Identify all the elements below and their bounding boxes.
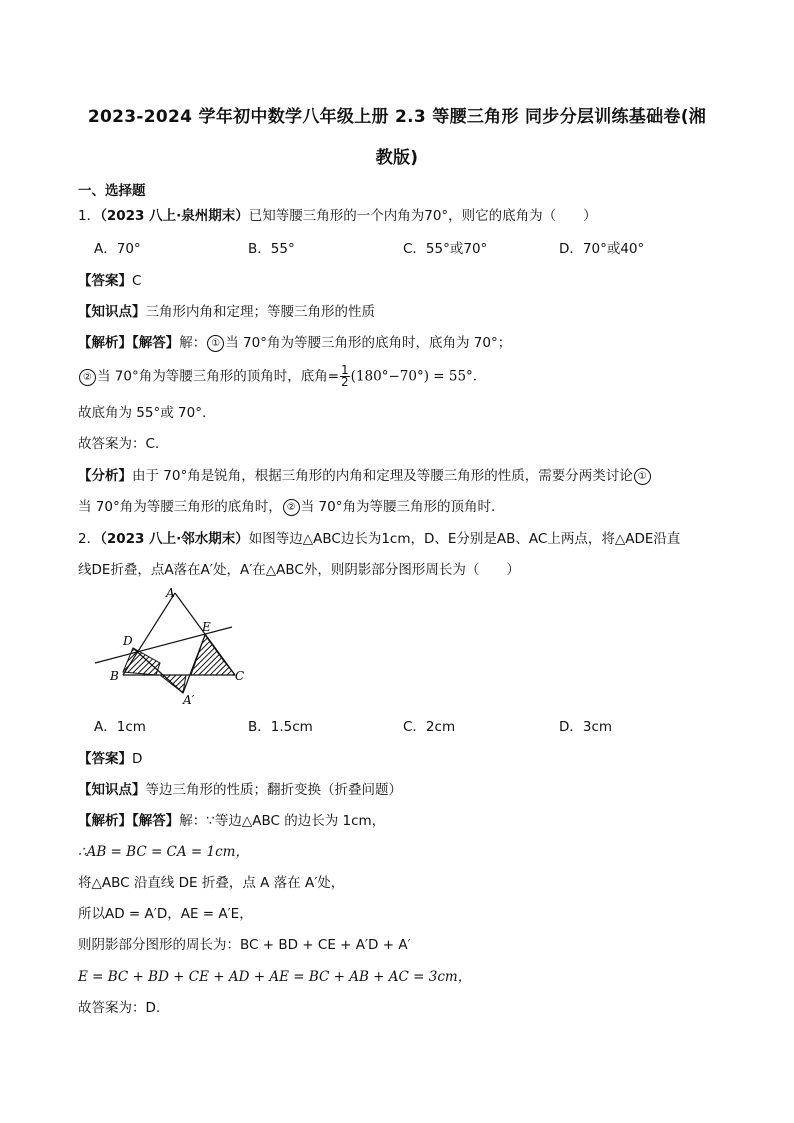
q1-option-a: A．70° <box>94 241 141 257</box>
q2-analysis-text1: 解：∵等边△ABC 的边长为 1cm， <box>179 813 386 829</box>
q1-fenxi-text2b: 当 70°角为等腰三角形的顶角时. <box>300 499 496 515</box>
q1-fraction-den: 2 <box>341 375 349 389</box>
q2-knowledge <box>78 781 402 799</box>
q2-answer-value: D <box>132 751 143 767</box>
q1-fenxi-text2a: 当 70°角为等腰三角形的底角时， <box>78 499 282 515</box>
q1-fenxi-line1 <box>78 467 652 485</box>
q1-number: 1． <box>78 208 101 224</box>
label-a-prime: A′ <box>183 693 195 707</box>
q2-option-d: D．3cm <box>559 719 613 735</box>
q1-circle-mark-1: ① <box>207 335 224 352</box>
q2-option-a: A．1cm <box>94 719 146 735</box>
q1-fraction <box>340 365 350 388</box>
q1-answer-label: 【答案】 <box>78 273 132 289</box>
label-e: E <box>202 620 211 634</box>
q1-fenxi-circle-1: ① <box>634 468 651 485</box>
q1-analysis-text1: 当 70°角为等腰三角形的底角时，底角为 70°； <box>225 335 512 351</box>
q1-analysis-text2-post: (180°−70°) = 55°. <box>350 368 478 385</box>
q1-option-c: C．55°或70° <box>403 241 488 257</box>
q1-stem <box>78 207 597 225</box>
label-b: B <box>110 669 119 683</box>
q2-stem-line2: 线DE折叠，点A落在A′处，A′在△ABC外，则阴影部分图形周长为（ ） <box>78 562 520 578</box>
q2-analysis-line6: E = BC + BD + CE + AD + AE = BC + AB + AC = 3cm， <box>78 969 472 985</box>
doc-title-line1: 2023-2024 学年初中数学八年级上册 2.3 等腰三角形 同步分层训练基础卷(湘 <box>87 107 707 127</box>
q2-analysis-line5: 则阴影部分图形的周长为：BC + BD + CE + A′D + A′ <box>78 937 411 953</box>
q2-knowledge-text: 等边三角形的性质；翻折变换（折叠问题） <box>145 782 402 798</box>
q1-fenxi-label: 【分析】 <box>78 468 132 484</box>
q2-answer <box>78 750 142 768</box>
q1-fenxi-line2 <box>78 498 495 516</box>
q1-answer <box>78 272 141 290</box>
q2-analysis-line4: 所以AD = A′D，AE = A′E， <box>78 906 253 922</box>
q2-stem-text1: 如图等边△ABC边长为1cm，D、E分别是AB、AC上两点，将△ADE沿直 <box>248 531 681 547</box>
q2-analysis-line3: 将△ABC 沿直线 DE 折叠，点 A 落在 A′处， <box>78 875 345 891</box>
q2-analysis-line1 <box>78 812 385 830</box>
q2-knowledge-label: 【知识点】 <box>78 782 146 798</box>
q2-stem-line1 <box>78 530 680 548</box>
q2-figure <box>90 585 250 710</box>
doc-title-line2: 教版) <box>375 148 419 168</box>
q2-option-c: C．2cm <box>403 719 456 735</box>
q2-analysis-line7: 故答案为：D. <box>78 1000 161 1016</box>
q1-analysis-line2 <box>78 365 477 388</box>
label-a: A <box>166 586 175 600</box>
q2-answer-label: 【答案】 <box>78 751 132 767</box>
q1-fenxi-circle-2: ② <box>283 499 300 516</box>
q2-source: （2023 八上·邻水期末） <box>100 531 249 547</box>
q2-number: 2． <box>78 531 101 547</box>
q1-analysis-label: 【解析】【解答】 <box>78 335 180 351</box>
q1-knowledge-text: 三角形内角和定理；等腰三角形的性质 <box>145 304 375 320</box>
q1-knowledge-label: 【知识点】 <box>78 304 146 320</box>
q1-knowledge <box>78 303 375 321</box>
q2-analysis-line2: ∴AB = BC = CA = 1cm， <box>78 844 249 860</box>
q1-analysis-line1 <box>78 334 511 352</box>
q1-answer-value: C <box>132 273 142 289</box>
q2-analysis-label: 【解析】【解答】 <box>78 813 180 829</box>
q1-source: （2023 八上·泉州期末） <box>100 208 249 224</box>
label-d: D <box>123 634 133 648</box>
q1-analysis-line3: 故底角为 55°或 70°. <box>78 405 207 421</box>
label-c: C <box>235 669 245 683</box>
q1-circle-mark-2: ② <box>79 369 96 386</box>
q1-fenxi-text1: 由于 70°角是锐角，根据三角形的内角和定理及等腰三角形的性质，需要分两类讨论 <box>132 468 633 484</box>
q1-option-b: B．55° <box>248 241 295 257</box>
q1-analysis-text2: 当 70°角为等腰三角形的顶角时，底角= <box>97 368 340 385</box>
q1-fraction-num: 1 <box>341 363 349 377</box>
q1-analysis-pre: 解： <box>179 335 207 351</box>
q1-analysis-line4: 故答案为：C. <box>78 436 160 452</box>
q1-option-d: D．70°或40° <box>559 241 645 257</box>
section-heading: 一、选择题 <box>78 183 146 199</box>
q2-option-b: B．1.5cm <box>248 719 313 735</box>
shaded-region-left <box>123 648 160 675</box>
q1-stem-text: 已知等腰三角形的一个内角为70°，则它的底角为（ ） <box>248 208 597 224</box>
